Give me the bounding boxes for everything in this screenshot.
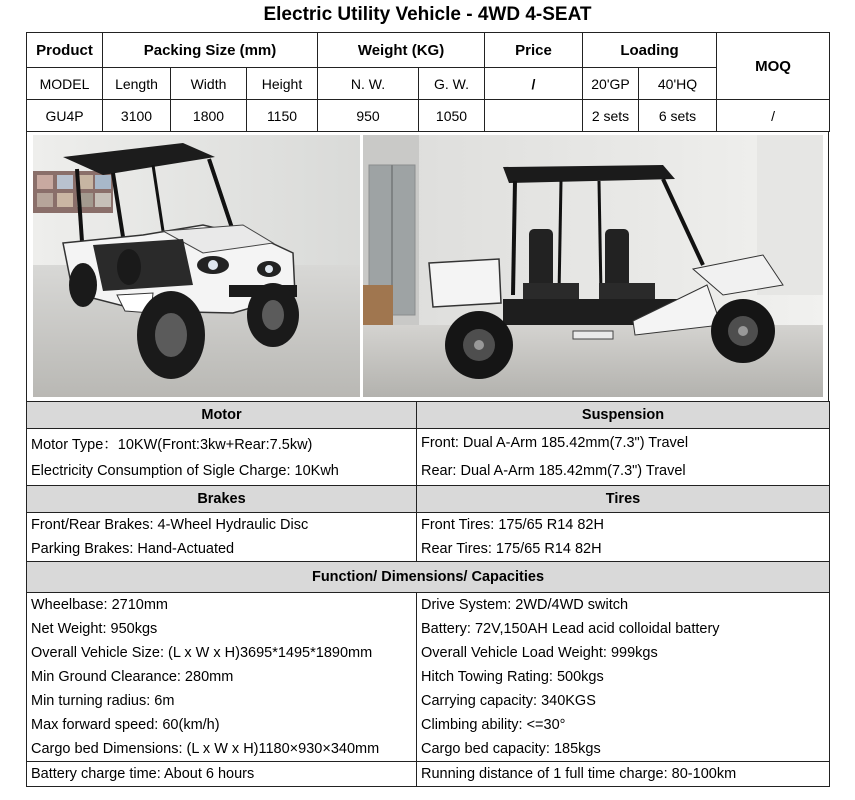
brakes-parking: Parking Brakes: Hand-Actuated bbox=[27, 537, 417, 562]
header-length: Length bbox=[103, 68, 171, 100]
cell-moq: / bbox=[717, 100, 830, 132]
spec-table-motor-suspension bbox=[26, 401, 830, 787]
brakes-front-rear: Front/Rear Brakes: 4-Wheel Hydraulic Disc bbox=[27, 513, 417, 538]
cell-nw: 950 bbox=[318, 100, 419, 132]
header-20gp: 20'GP bbox=[583, 68, 639, 100]
function-left-item: Max forward speed: 60(km/h) bbox=[27, 713, 417, 737]
brakes-heading: Brakes bbox=[27, 486, 417, 513]
suspension-heading: Suspension bbox=[417, 402, 830, 429]
function-left-item: Min turning radius: 6m bbox=[27, 689, 417, 713]
header-product: Product bbox=[27, 33, 103, 68]
tires-rear: Rear Tires: 175/65 R14 82H bbox=[417, 537, 830, 562]
function-left-item: Overall Vehicle Size: (L x W x H)3695*1495*1890mm bbox=[27, 641, 417, 665]
function-right-item: Running distance of 1 full time charge: 80-100km bbox=[417, 762, 830, 787]
header-height: Height bbox=[247, 68, 318, 100]
cell-price bbox=[485, 100, 583, 132]
suspension-front: Front: Dual A-Arm 185.42mm(7.3") Travel bbox=[417, 429, 830, 458]
tires-front: Front Tires: 175/65 R14 82H bbox=[417, 513, 830, 538]
cell-model: GU4P bbox=[27, 100, 103, 132]
motor-type: Motor Type：10KW(Front:3kw+Rear:7.5kw) bbox=[27, 429, 417, 458]
function-right-item: Hitch Towing Rating: 500kgs bbox=[417, 665, 830, 689]
header-price-slash: / bbox=[485, 68, 583, 100]
function-right-item: Climbing ability: <=30° bbox=[417, 713, 830, 737]
cell-width: 1800 bbox=[171, 100, 247, 132]
header-40hq: 40'HQ bbox=[639, 68, 717, 100]
vehicle-photo-side bbox=[363, 135, 823, 397]
motor-consumption: Electricity Consumption of Sigle Charge: 10Kwh bbox=[27, 457, 417, 486]
function-left-item: Cargo bed Dimensions: (L x W x H)1180×930×340mm bbox=[27, 737, 417, 762]
cell-40hq: 6 sets bbox=[639, 100, 717, 132]
header-gw: G. W. bbox=[419, 68, 485, 100]
function-right-item: Carrying capacity: 340KGS bbox=[417, 689, 830, 713]
function-right-item: Cargo bed capacity: 185kgs bbox=[417, 737, 830, 762]
header-width: Width bbox=[171, 68, 247, 100]
document-title: Electric Utility Vehicle - 4WD 4-SEAT bbox=[263, 4, 592, 25]
header-model: MODEL bbox=[27, 68, 103, 100]
header-loading: Loading bbox=[583, 33, 717, 68]
function-left-item: Min Ground Clearance: 280mm bbox=[27, 665, 417, 689]
tires-heading: Tires bbox=[417, 486, 830, 513]
cell-20gp: 2 sets bbox=[583, 100, 639, 132]
function-left-item: Net Weight: 950kgs bbox=[27, 617, 417, 641]
header-packing-size: Packing Size (mm) bbox=[103, 33, 318, 68]
cell-length: 3100 bbox=[103, 100, 171, 132]
vehicle-photo-front bbox=[33, 135, 360, 397]
cell-height: 1150 bbox=[247, 100, 318, 132]
function-heading: Function/ Dimensions/ Capacities bbox=[27, 562, 830, 593]
motor-heading: Motor bbox=[27, 402, 417, 429]
header-nw: N. W. bbox=[318, 68, 419, 100]
packing-table bbox=[26, 32, 830, 132]
header-price: Price bbox=[485, 33, 583, 68]
function-left-item: Battery charge time: About 6 hours bbox=[27, 762, 417, 787]
function-left-item: Wheelbase: 2710mm bbox=[27, 593, 417, 618]
function-right-item: Battery: 72V,150AH Lead acid colloidal battery bbox=[417, 617, 830, 641]
suspension-rear: Rear: Dual A-Arm 185.42mm(7.3") Travel bbox=[417, 457, 830, 486]
function-right-item: Drive System: 2WD/4WD switch bbox=[417, 593, 830, 618]
header-moq: MOQ bbox=[717, 33, 830, 100]
cell-gw: 1050 bbox=[419, 100, 485, 132]
function-right-item: Overall Vehicle Load Weight: 999kgs bbox=[417, 641, 830, 665]
photo-area bbox=[26, 131, 829, 401]
header-weight: Weight (KG) bbox=[318, 33, 485, 68]
